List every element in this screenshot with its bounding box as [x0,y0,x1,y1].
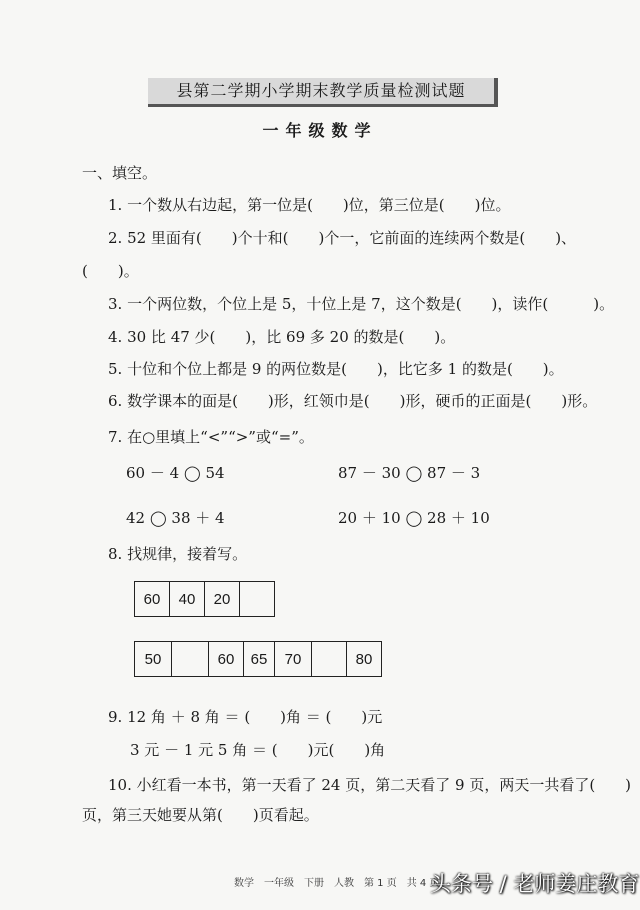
compare-4: 20 ＋ 10 ◯ 28 ＋ 10 [338,509,490,527]
exam-subtitle: 一年级数学 [262,121,378,140]
question-4: 4. 30 比 47 少( )，比 69 多 20 的数是( )。 [108,328,456,346]
compare-3: 42 ◯ 38 ＋ 4 [126,509,225,527]
question-2-cont: ( )。 [82,262,139,280]
page-footer: 数学 一年级 下册 人教 第 1 页 共 4 页 [234,878,440,889]
sequence-cell: 40 [170,582,205,616]
sequence-cell: 70 [275,642,312,676]
sequence-row-2 [134,641,382,677]
sequence-cell: 80 [355,650,373,668]
sequence-cell: 50 [135,642,172,676]
watermark: 头条号 / 老师姜庄教育 [430,872,640,896]
question-1: 1. 一个数从右边起，第一位是( )位，第三位是( )位。 [108,196,511,214]
exam-title: 县第二学期小学期末教学质量检测试题 [148,78,498,107]
sequence-cell [172,642,209,676]
sequence-cell [312,642,347,676]
question-8: 8. 找规律，接着写。 [108,545,248,563]
question-10b: 页，第三天她要从第( )页看起。 [82,806,319,824]
sequence-cell: 20 [205,582,240,616]
question-6: 6. 数学课本的面是( )形，红领巾是( )形，硬币的正面是( )形。 [108,392,598,410]
sequence-cell: 60 [135,582,170,616]
question-3: 3. 一个两位数，个位上是 5，十位上是 7，这个数是( )，读作( )。 [108,295,615,313]
sequence-row-1 [134,581,275,617]
sequence-cell: 60 [209,642,244,676]
question-5: 5. 十位和个位上都是 9 的两位数是( )，比它多 1 的数是( )。 [108,360,564,378]
question-9b: 3 元 － 1 元 5 角 ＝ ( )元( )角 [130,741,386,759]
question-9a: 9. 12 角 ＋ 8 角 ＝ ( )角 ＝ ( )元 [108,708,383,726]
section-heading: 一、填空。 [82,164,158,182]
question-10a: 10. 小红看一本书，第一天看了 24 页，第二天看了 9 页，两天一共看了( ) [108,776,632,794]
compare-1: 60 － 4 ◯ 54 [126,464,225,482]
sequence-cell: 65 [244,642,275,676]
question-2: 2. 52 里面有( )个十和( )个一，它前面的连续两个数是( )、 [108,229,577,247]
question-7: 7. 在○里填上“<”“>”或“=”。 [108,428,314,446]
compare-2: 87 － 30 ◯ 87 － 3 [338,464,481,482]
sequence-cell [240,582,274,616]
